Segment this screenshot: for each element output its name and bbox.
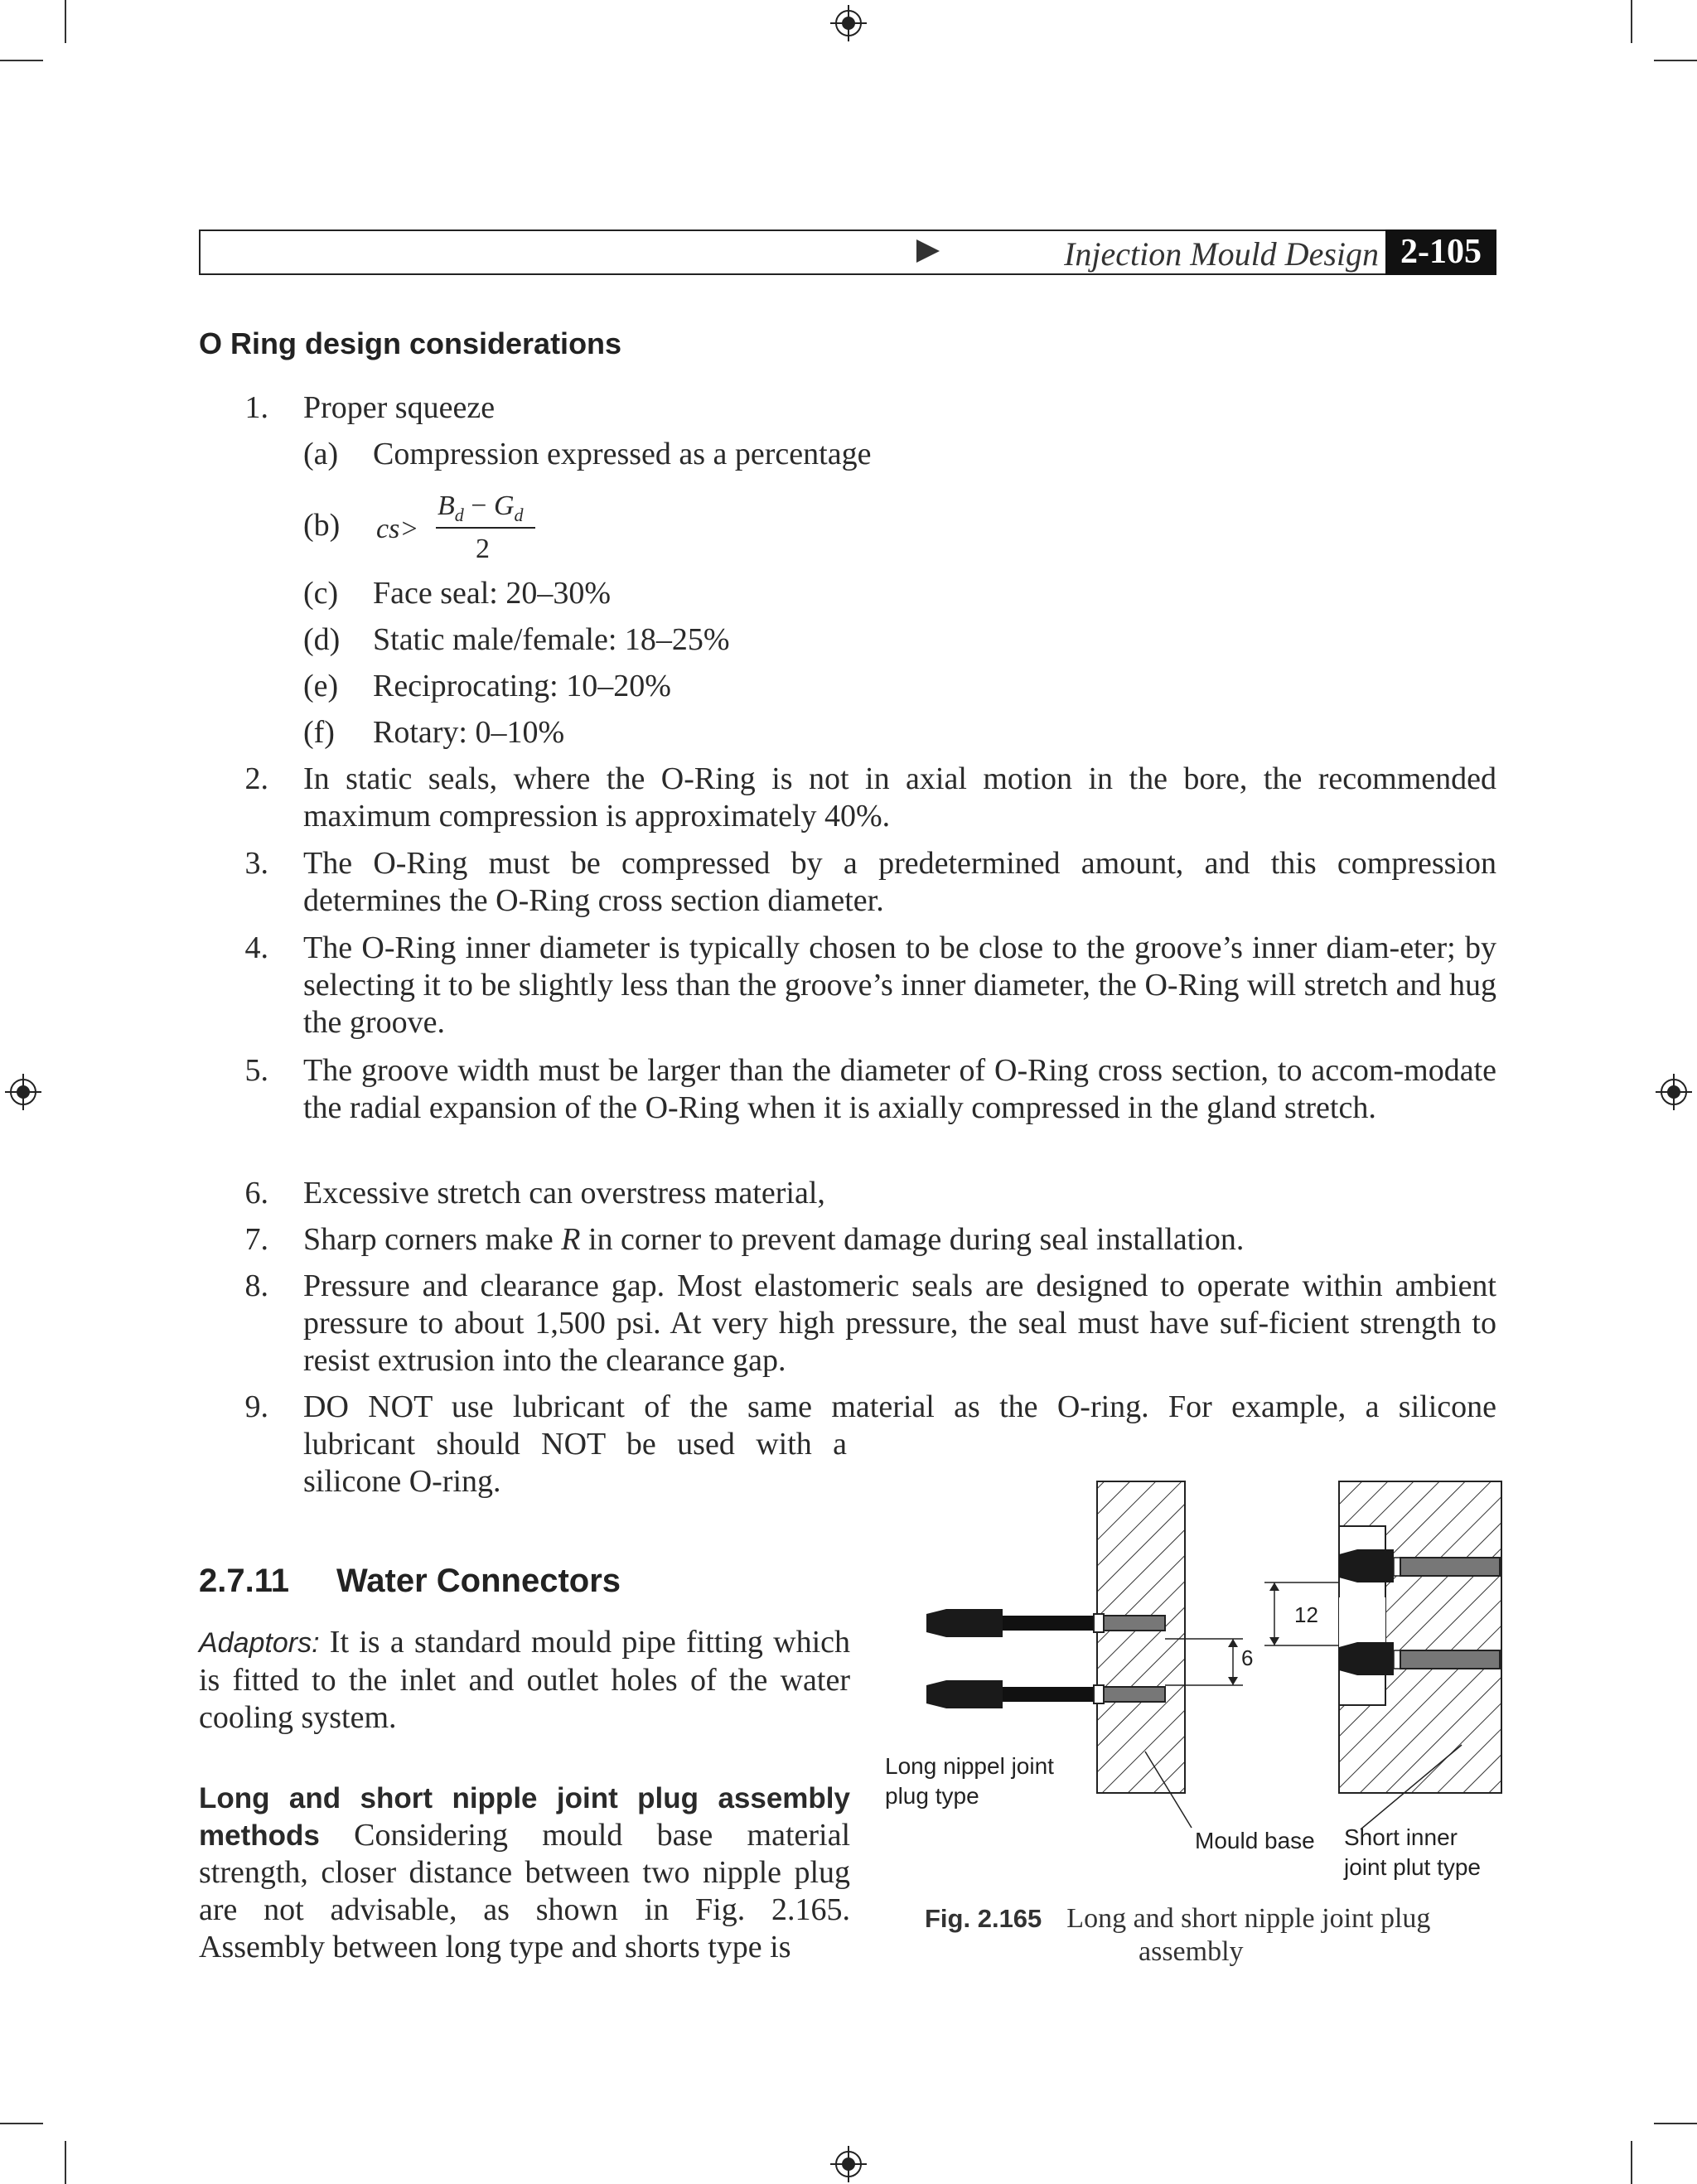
sub-text: Reciprocating: 10–20% [373,669,671,703]
label-line: joint plut type [1344,1854,1481,1880]
list-item [199,761,1496,835]
label-line: plug type [885,1783,979,1809]
list-number: 6. [244,1176,268,1210]
list-number: 5. [244,1053,268,1088]
sub-label: (a) [303,437,339,471]
crop-mark [65,0,66,43]
list-text-line: lubricant should NOT be used with a [303,1427,847,1462]
crop-mark [0,2123,43,2124]
caption-text: assembly [1139,1936,1244,1967]
list-number: 8. [244,1268,268,1303]
label-short-nipple [1344,1823,1481,1882]
registration-mark-icon [830,5,867,41]
list-item [199,930,1496,1041]
list-text: The groove width must be larger than the diameter of O-Ring cross section, to accom-modate the radial expansion of the O-Ring when it is axially compressed in the gland stretch. [303,1053,1496,1125]
figure-caption [925,1902,1505,1969]
list-text: The O-Ring inner diameter is typically chosen to be close to the groove’s inner diam-eter; by selecting it to be slightly less than the groove’s inner diameter, the O-Ring will stretch and hug the groove. [303,930,1496,1040]
sub-item [303,492,800,571]
formula-denominator: 2 [476,534,490,564]
nipple-joint-figure [878,1475,1508,1872]
nipple-paragraph [199,1780,850,1966]
list-item [199,1175,1496,1212]
list-item [199,845,1496,920]
crop-mark [1631,0,1632,43]
list-text-part: in corner to prevent damage during seal installation. [580,1222,1245,1257]
sub-item [303,668,1298,705]
caption-line [925,1902,1505,1935]
list-number: 7. [244,1222,268,1257]
formula-subscript: d [514,504,524,525]
registration-mark-icon [5,1074,41,1110]
sub-item [303,714,1298,751]
crop-mark [1654,60,1697,61]
crop-mark [1631,2141,1632,2184]
list-number: 9. [244,1389,268,1424]
fraction-bar [436,527,535,529]
list-number: 3. [244,846,268,881]
running-header [199,230,1496,275]
list-text: Pressure and clearance gap. Most elastomeric seals are designed to operate within ambient pressure to about 1,500 psi. At very high pressure, the seal must have suf-ficient strength to resist extrusion into the clearance gap. [303,1268,1496,1378]
section-heading: O Ring design considerations [199,326,622,360]
dimension-6: 6 [1241,1645,1254,1670]
sub-text: Compression expressed as a percentage [373,437,872,471]
dimension-12: 12 [1294,1602,1318,1627]
list-item [199,1052,1496,1127]
list-text-part: Sharp corners make [303,1222,562,1257]
sub-text: Static male/female: 18–25% [373,622,730,657]
crop-mark [0,60,43,61]
formula-minus: − [463,490,494,521]
list-number: 2. [244,761,268,796]
list-text-line: silicone O-ring. [303,1464,501,1499]
section-number: 2.7.11 [199,1563,290,1599]
triangle-right-icon [916,239,940,263]
nipple-label: Long and short nipple joint plug assembly methods [199,1782,850,1852]
formula-lhs: cs> [376,514,419,544]
running-title: Injection Mould Design [1064,235,1379,273]
list-text [303,1221,1496,1259]
list-number: 1. [244,390,268,425]
list-text-italic: R [561,1222,581,1257]
sub-item [303,621,1298,659]
section-title [199,1563,621,1600]
sub-label: (b) [303,508,341,543]
list-text: The O-Ring must be compressed by a predetermined amount, and this compression determines the O-Ring cross section diameter. [303,846,1496,918]
formula [376,492,592,571]
sub-label: (d) [303,622,341,657]
label-mould-base: Mould base [1195,1828,1315,1853]
sub-text: Rotary: 0–10% [373,715,565,750]
page-number: 2-105 [1385,230,1496,275]
list-number: 4. [244,930,268,965]
sub-label: (e) [303,669,339,703]
sub-item [303,575,1298,612]
list-text-line: DO NOT use lubricant of the same material as the O-ring. For example, a silicone [303,1389,1496,1424]
crop-mark [65,2141,66,2184]
formula-subscript: d [454,504,464,525]
registration-mark-icon [830,2146,867,2182]
mould-plate-left [1097,1481,1185,1793]
formula-b: B [438,490,455,521]
nipple-text: Considering mould base material strength, closer distance between two nipple plug are not advisable, as shown in Fig. 2.165. Assembly between long type and shorts type is [199,1818,850,1964]
crop-mark [1654,2123,1697,2124]
sub-label: (c) [303,576,339,611]
caption-text: Long and short nipple joint plug [1066,1903,1431,1934]
sub-label: (f) [303,715,335,750]
label-long-nipple [885,1752,1054,1811]
formula-g: G [493,490,515,521]
adaptors-text: It is a standard mould pipe fitting which is fitted to the inlet and outlet holes of the water cooling system. [199,1625,850,1735]
sub-text: Face seal: 20–30% [373,576,612,611]
figure-number: Fig. 2.165 [925,1904,1042,1933]
sub-item [303,436,1298,473]
label-line: Long nippel joint [885,1753,1054,1779]
adaptors-label: Adaptors: [199,1627,320,1659]
list-item [199,1268,1496,1379]
label-line: Short inner [1344,1824,1458,1850]
section-title-text: Water Connectors [336,1563,621,1599]
adaptors-paragraph [199,1624,850,1737]
registration-mark-icon [1656,1074,1692,1110]
list-item [199,1221,1496,1259]
list-text: In static seals, where the O-Ring is not in axial motion in the bore, the recommended maximum compression is approximately 40%. [303,761,1496,833]
list-text: Excessive stretch can overstress material, [303,1176,825,1210]
list-text: Proper squeeze [303,390,496,425]
